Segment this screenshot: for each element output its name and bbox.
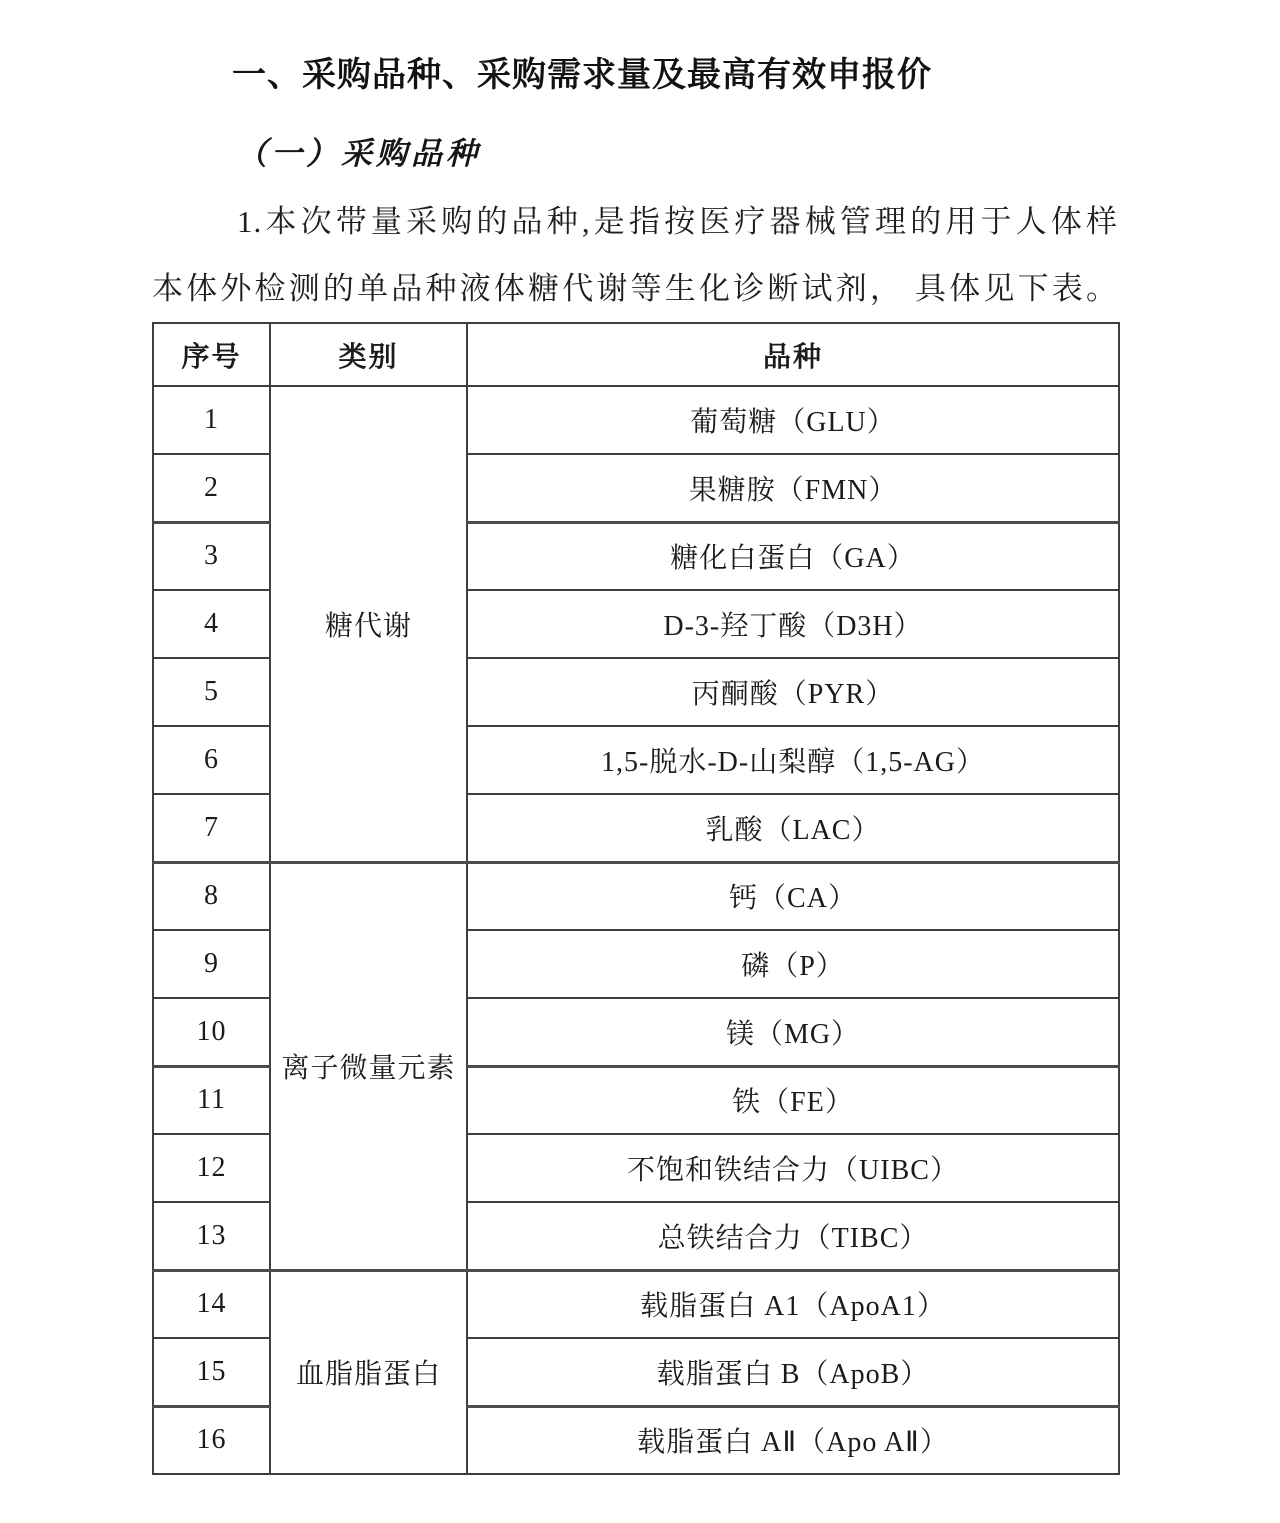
- variety-cell: D-3-羟丁酸（D3H）: [467, 590, 1119, 658]
- row-no: 4: [153, 590, 270, 658]
- procurement-variety-table: [152, 322, 1120, 1475]
- table-row: [153, 862, 1119, 930]
- table-row: [153, 386, 1119, 454]
- row-no: 5: [153, 658, 270, 726]
- row-no: 8: [153, 862, 270, 930]
- row-no: 9: [153, 930, 270, 998]
- header-variety: 品种: [467, 323, 1119, 386]
- section-heading: 一、采购品种、采购需求量及最高有效申报价: [232, 56, 932, 94]
- variety-cell: 磷（P）: [467, 930, 1119, 998]
- header-no: 序号: [153, 323, 270, 386]
- document-page: [0, 52, 1280, 1523]
- variety-cell: 镁（MG）: [467, 998, 1119, 1066]
- variety-cell: 载脂蛋白 B（ApoB）: [467, 1338, 1119, 1406]
- variety-cell: 载脂蛋白 A1（ApoA1）: [467, 1270, 1119, 1338]
- category-cell: 糖代谢: [270, 386, 467, 862]
- row-no: 11: [153, 1066, 270, 1134]
- variety-cell: 果糖胺（FMN）: [467, 454, 1119, 522]
- header-category: 类别: [270, 323, 467, 386]
- table-row: [153, 1270, 1119, 1338]
- row-no: 2: [153, 454, 270, 522]
- variety-cell: 葡萄糖（GLU）: [467, 386, 1119, 454]
- row-no: 1: [153, 386, 270, 454]
- subsection-heading: （一）采购品种: [236, 136, 481, 171]
- variety-cell: 糖化白蛋白（GA）: [467, 522, 1119, 590]
- row-no: 3: [153, 522, 270, 590]
- variety-cell: 总铁结合力（TIBC）: [467, 1202, 1119, 1270]
- variety-cell: 乳酸（LAC）: [467, 794, 1119, 862]
- row-no: 7: [153, 794, 270, 862]
- row-no: 10: [153, 998, 270, 1066]
- category-cell: 离子微量元素: [270, 862, 467, 1270]
- row-no: 14: [153, 1270, 270, 1338]
- row-no: 12: [153, 1134, 270, 1202]
- variety-cell: 钙（CA）: [467, 862, 1119, 930]
- row-no: 13: [153, 1202, 270, 1270]
- variety-cell: 铁（FE）: [467, 1066, 1119, 1134]
- body-paragraph-line-1: 1.本次带量采购的品种,是指按医疗器械管理的用于人体样: [237, 204, 1118, 239]
- variety-cell: 1,5-脱水-D-山梨醇（1,5-AG）: [467, 726, 1119, 794]
- variety-cell: 载脂蛋白 AⅡ（Apo AⅡ）: [467, 1406, 1119, 1474]
- variety-cell: 不饱和铁结合力（UIBC）: [467, 1134, 1119, 1202]
- table-header-row: [153, 323, 1119, 386]
- row-no: 16: [153, 1406, 270, 1474]
- row-no: 6: [153, 726, 270, 794]
- variety-cell: 丙酮酸（PYR）: [467, 658, 1119, 726]
- content-area: [152, 52, 1118, 1475]
- row-no: 15: [153, 1338, 270, 1406]
- body-paragraph-line-2: 本体外检测的单品种液体糖代谢等生化诊断试剂， 具体见下表。: [152, 271, 1118, 306]
- category-cell: 血脂脂蛋白: [270, 1270, 467, 1474]
- page: [0, 52, 1280, 1523]
